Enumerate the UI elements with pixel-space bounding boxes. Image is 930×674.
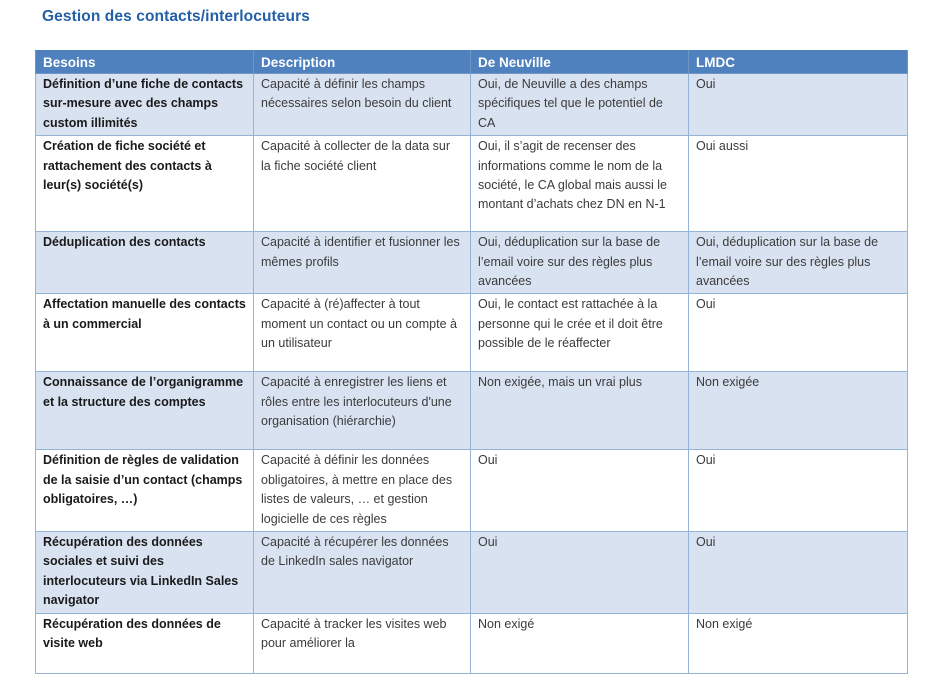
cell-lmdc: Oui, déduplication sur la base de l’email voire sur des règles plus avancées	[689, 232, 908, 294]
cell-description: Capacité à définir les données obligatoires, à mettre en place des listes de valeurs, … et gestion logicielle de ces règles	[254, 450, 471, 532]
cell-de-neuville: Oui	[471, 532, 689, 614]
cell-lmdc: Oui	[689, 74, 908, 136]
cell-lmdc: Oui	[689, 450, 908, 532]
header-row	[36, 51, 908, 74]
column-header-de-neuville: De Neuville	[471, 51, 689, 74]
column-header-lmdc: LMDC	[689, 51, 908, 74]
comparison-table	[35, 50, 908, 674]
cell-de-neuville: Oui, déduplication sur la base de l’email voire sur des règles plus avancées	[471, 232, 689, 294]
cell-besoin: Définition d’une fiche de contacts sur-mesure avec des champs custom illimités	[36, 74, 254, 136]
cell-description: Capacité à définir les champs nécessaires selon besoin du client	[254, 74, 471, 136]
cell-lmdc: Oui aussi	[689, 136, 908, 232]
page-title: Gestion des contacts/interlocuteurs	[42, 8, 310, 25]
cell-besoin: Définition de règles de validation de la saisie d’un contact (champs obligatoires, …)	[36, 450, 254, 532]
cell-lmdc: Oui	[689, 294, 908, 372]
table-row	[36, 372, 908, 450]
table-row	[36, 136, 908, 232]
column-header-besoins: Besoins	[36, 51, 254, 74]
cell-de-neuville: Oui, le contact est rattachée à la personne qui le crée et il doit être possible de le réaffecter	[471, 294, 689, 372]
cell-description: Capacité à récupérer les données de LinkedIn sales navigator	[254, 532, 471, 614]
cell-de-neuville: Oui	[471, 450, 689, 532]
column-header-description: Description	[254, 51, 471, 74]
table-row	[36, 232, 908, 294]
cell-besoin: Récupération des données de visite web	[36, 613, 254, 673]
cell-besoin: Connaissance de l’organigramme et la structure des comptes	[36, 372, 254, 450]
cell-description: Capacité à (ré)affecter à tout moment un contact ou un compte à un utilisateur	[254, 294, 471, 372]
table-row	[36, 74, 908, 136]
cell-description: Capacité à enregistrer les liens et rôles entre les interlocuteurs d'une organisation (hiérarchie)	[254, 372, 471, 450]
table-header	[36, 51, 908, 74]
cell-lmdc: Non exigé	[689, 613, 908, 673]
cell-lmdc: Oui	[689, 532, 908, 614]
cell-de-neuville: Oui, de Neuville a des champs spécifiques tel que le potentiel de CA	[471, 74, 689, 136]
table-row	[36, 532, 908, 614]
cell-besoin: Déduplication des contacts	[36, 232, 254, 294]
cell-description: Capacité à identifier et fusionner les mêmes profils	[254, 232, 471, 294]
cell-lmdc: Non exigée	[689, 372, 908, 450]
cell-description: Capacité à tracker les visites web pour améliorer la	[254, 613, 471, 673]
table-row	[36, 613, 908, 673]
table-row	[36, 294, 908, 372]
cell-description: Capacité à collecter de la data sur la fiche société client	[254, 136, 471, 232]
cell-besoin: Affectation manuelle des contacts à un commercial	[36, 294, 254, 372]
cell-de-neuville: Non exigée, mais un vrai plus	[471, 372, 689, 450]
table-row	[36, 450, 908, 532]
cell-de-neuville: Oui, il s’agit de recenser des informations comme le nom de la société, le CA global mais aussi le montant d’achats chez DN en N-1	[471, 136, 689, 232]
cell-de-neuville: Non exigé	[471, 613, 689, 673]
cell-besoin: Récupération des données sociales et suivi des interlocuteurs via LinkedIn Sales navigator	[36, 532, 254, 614]
cell-besoin: Création de fiche société et rattachement des contacts à leur(s) société(s)	[36, 136, 254, 232]
table-body	[36, 74, 908, 674]
